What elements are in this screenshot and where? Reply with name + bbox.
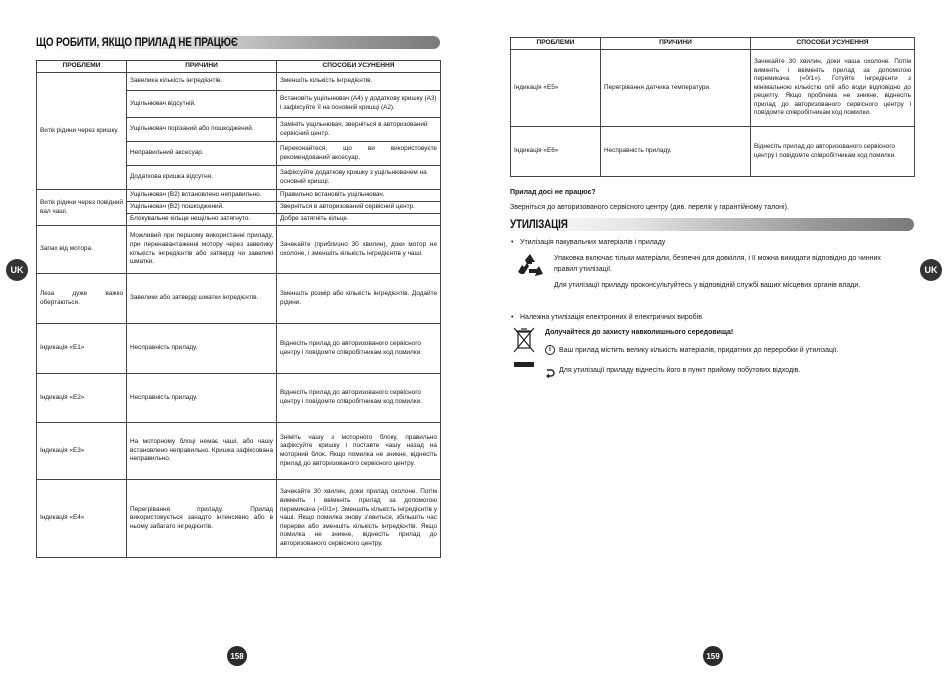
still-not-working-text: Зверніться до авторизованого сервісного центру (див. перелік у гарантійному талоні). <box>510 204 789 211</box>
table-row <box>511 50 915 127</box>
cause-cell: Несправність приладу. <box>601 127 751 177</box>
language-badge: UK <box>920 259 942 281</box>
solution-cell: Віднесіть прилад до авторизованого сервісного центру і повідомте співробітникам код помилки. <box>277 324 441 374</box>
troubleshooting-table-continued <box>510 37 915 177</box>
solution-cell: Зменшіть кількість інгредієнтів. <box>277 73 441 91</box>
return-arrow-icon <box>545 365 555 375</box>
solution-cell: Правильно встановіть ущільнювач. <box>277 190 441 202</box>
solution-cell: Замініть ущільнювач, зверніться в авторизований сервісний центр. <box>277 118 441 142</box>
protect-environment-text: Долучайтеся до захисту навколишнього середовища! <box>545 329 734 336</box>
problem-cell: Індикація «E1» <box>37 324 127 374</box>
cause-cell: Ущільнювач (B2) встановлено неправильно. <box>127 190 277 202</box>
table-row <box>37 226 441 274</box>
disposal-title: УТИЛІЗАЦІЯ <box>510 219 568 231</box>
solution-cell: Зменшіть розмір або кількість інгредієнтів. Додайте рідини. <box>277 274 441 324</box>
problem-cell: Запах від мотора. <box>37 226 127 274</box>
still-not-working-title: Прилад досі не працює? <box>510 189 596 196</box>
cause-cell: Додаткова кришка відсутня. <box>127 166 277 190</box>
packaging-line-2: правил утилізації. <box>554 266 613 273</box>
cause-cell: Ущільнювач порізаний або пошкоджений. <box>127 118 277 142</box>
table-row <box>37 274 441 324</box>
table-row <box>37 423 441 480</box>
table-row <box>37 190 441 202</box>
cause-cell: Перегрівання приладу. Прилад використовується занадто інтенсивно або в ньому забагато інгредієнтів. <box>127 480 277 558</box>
cause-cell: Ущільнювач (B2) пошкоджений. <box>127 202 277 214</box>
language-badge: UK <box>6 259 28 281</box>
problem-cell: Індикація «E6» <box>511 127 601 177</box>
solution-cell: Зверніться в авторизований сервісний центр. <box>277 202 441 214</box>
cause-cell: На моторному блоці немає чаші, або чашу встановлено неправильно. Кришка зафіксована неправильно. <box>127 423 277 480</box>
table-row <box>37 73 441 91</box>
solution-cell: Віднесіть прилад до авторизованого сервісного центру і повідомте співробітникам код помилки. <box>751 127 915 177</box>
solution-cell: Віднесіть прилад до авторизованого сервісного центру і повідомте співробітникам код помилки. <box>277 374 441 423</box>
crossed-bin-icon <box>512 326 536 370</box>
right-page <box>475 0 950 674</box>
packaging-bullet: • Утилізація пакувальних матеріалів і приладу <box>520 238 665 247</box>
header-solutions: СПОСОБИ УСУНЕННЯ <box>751 38 915 50</box>
cause-cell: Завелика кількість інгредієнтів. <box>127 73 277 91</box>
solution-cell: Зачекайте 30 хвилин, доки чаша охолоне. Потім вимкніть і ввімкніть прилад за допомогою перемикача («0/1»). Готуйте інгредієнти з мінімальною кількістю олії або води відповідно до рецепту. Якщо проблема не зникне, віднесіть прилад до авторизованого сервісного центру і повідомте співробітникам код помилки. <box>751 50 915 127</box>
recycle-icon <box>515 252 545 280</box>
table-row <box>37 480 441 558</box>
page-number: 159 <box>703 646 723 666</box>
cause-cell: Можливий при першому використанні приладу, при перенавантаженні мотору через завелику кількість інгредієнтів або затверді чи завеликі шматки. <box>127 226 277 274</box>
cause-cell: Несправність приладу. <box>127 374 277 423</box>
table-row <box>37 374 441 423</box>
problem-cell: Індикація «E3» <box>37 423 127 480</box>
cause-cell: Перегрівання датчика температури. <box>601 50 751 127</box>
cause-cell: Ущільнювач відсутній. <box>127 91 277 118</box>
problem-cell: Індикація «E5» <box>511 50 601 127</box>
solution-cell: Зніміть чашу з моторного блоку, правильно зафіксуйте кришку і поставте чашу назад на моторний блок. Якщо помилка не зникне, віднесіть прилад до авторизованого сервісного центру. <box>277 423 441 480</box>
header-solutions: СПОСОБИ УСУНЕННЯ <box>277 61 441 73</box>
page-number: 158 <box>227 646 247 666</box>
solution-cell: Зачекайте (приблизно 30 хвилин), доки мотор не охолоне, і зменшіть кількість інгредієнтів у чаші. <box>277 226 441 274</box>
cause-cell: Неправильний аксесуар. <box>127 142 277 166</box>
header-causes: ПРИЧИНИ <box>601 38 751 50</box>
packaging-line-3: Для утилізації приладу проконсультуйтесь у відповідній службі ваших місцевих органів влади. <box>554 282 861 289</box>
cause-cell: Несправність приладу. <box>127 324 277 374</box>
troubleshooting-table <box>36 60 441 558</box>
arrow-line: Для утилізації приладу віднесіть його в пункт прийому побутових відходів. <box>559 367 801 374</box>
problem-cell: Витік рідини через кришку. <box>37 73 127 190</box>
electronics-bullet: • Належна утилізація електронних й електричних виробів <box>520 313 702 322</box>
section-title: ЩО РОБИТИ, ЯКЩО ПРИЛАД НЕ ПРАЦЮЄ <box>36 37 238 49</box>
disposal-title-bar <box>510 218 914 231</box>
solution-cell: Зачекайте 30 хвилин, доки прилад охолоне. Потім вимкніть і ввімкніть прилад за допомогою перемикача («0/1»). Зменшіть кількість інгредієнтів у чаші. Якщо помилка знову з'явиться, збільшіть час перерви або зменшіть кількість інгредієнтів. Якщо помилка не зникне, віднесіть прилад до авторизованого сервісного центру. <box>277 480 441 558</box>
cause-cell: Блокувальне кільце нещільно затягнуто. <box>127 214 277 226</box>
table-row <box>511 127 915 177</box>
header-causes: ПРИЧИНИ <box>127 61 277 73</box>
solution-cell: Добре затягніть кільце. <box>277 214 441 226</box>
table-row <box>37 324 441 374</box>
header-problems: ПРОБЛЕМИ <box>511 38 601 50</box>
problem-cell: Леза дуже важко обертаються. <box>37 274 127 324</box>
cause-cell: Завелики або затверді шматки інгредієнтів. <box>127 274 277 324</box>
solution-cell: Зафіксуйте додаткову кришку з ущільнювачем на основній кришці. <box>277 166 441 190</box>
info-line: Ваш прилад містить велику кількість матеріалів, придатних до переробки й утилізації. <box>559 347 839 354</box>
packaging-line-1: Упаковка включає тільки матеріали, безпечні для довкілля, і її можна викидати відповідно до чинних <box>554 255 881 262</box>
solution-cell: Встановіть ущільнювач (A4) у додаткову кришку (A3) і зафіксуйте її на основній кришці (A2). <box>277 91 441 118</box>
problem-cell: Індикація «E4» <box>37 480 127 558</box>
info-icon: i <box>545 345 555 355</box>
problem-cell: Витік рідини через повідний вал чаші. <box>37 190 127 226</box>
header-problems: ПРОБЛЕМИ <box>37 61 127 73</box>
problem-cell: Індикація «E2» <box>37 374 127 423</box>
solution-cell: Переконайтеся, що ви використовуєте рекомендований аксесуар. <box>277 142 441 166</box>
